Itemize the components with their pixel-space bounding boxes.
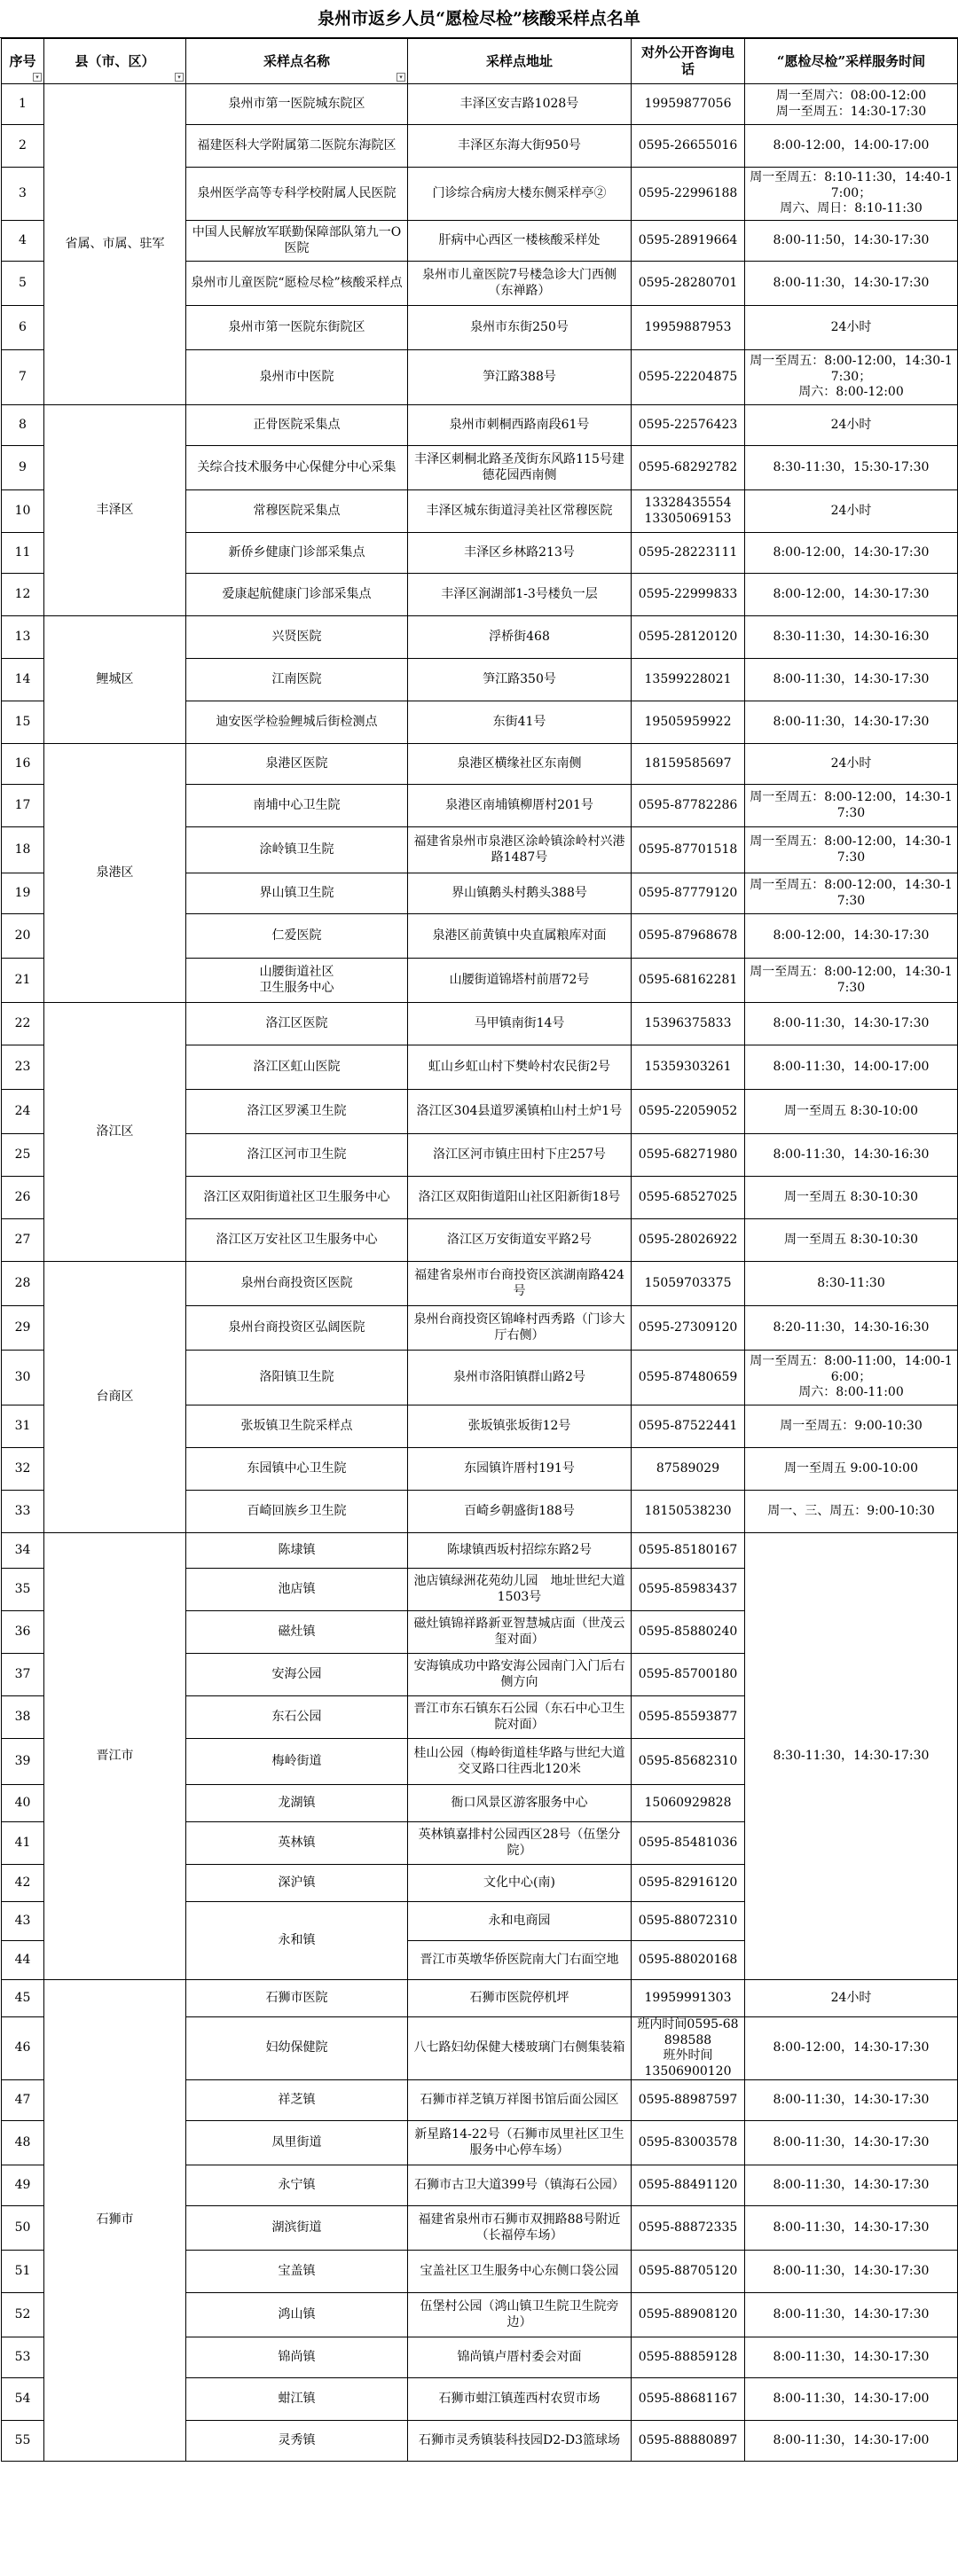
cell-name: 洛江区医院: [186, 1003, 408, 1045]
cell-no: 11: [2, 533, 44, 574]
cell-time: 8:00-11:30，14:30-17:30: [745, 262, 958, 306]
cell-no: 7: [2, 350, 44, 405]
cell-no: 32: [2, 1448, 44, 1491]
cell-phone: 0595-87779120: [632, 873, 745, 914]
cell-phone: 19959887953: [632, 306, 745, 350]
cell-address: 丰泽区乡林路213号: [408, 533, 632, 574]
cell-address: 泉州市东街250号: [408, 306, 632, 350]
cell-name: 蚶江镇: [186, 2378, 408, 2421]
cell-phone: 15359303261: [632, 1045, 745, 1090]
cell-address: 东街41号: [408, 701, 632, 744]
cell-address: 新星路14-22号（石狮市凤里社区卫生服务中心停车场）: [408, 2121, 632, 2165]
filter-dropdown-icon[interactable]: ▾: [397, 73, 405, 82]
cell-address: 张坂镇张坂街12号: [408, 1405, 632, 1448]
filter-dropdown-icon[interactable]: ▾: [175, 73, 184, 82]
cell-name: 妇幼保健院: [186, 2017, 408, 2080]
cell-address: 磁灶镇锦祥路新亚智慧城店面（世茂云玺对面）: [408, 1611, 632, 1654]
cell-time: 周一至周五 9:00-10:00: [745, 1448, 958, 1491]
cell-phone: 15059703375: [632, 1262, 745, 1306]
cell-time: 24小时: [745, 405, 958, 446]
cell-phone: 0595-22999833: [632, 574, 745, 616]
cell-no: 22: [2, 1003, 44, 1045]
header-address: 采样点地址: [408, 39, 632, 84]
cell-name: 泉州医学高等专科学校附属人民医院: [186, 168, 408, 221]
cell-name: 福建医科大学附属第二医院东海院区: [186, 125, 408, 168]
cell-phone: 0595-28223111: [632, 533, 745, 574]
cell-no: 27: [2, 1219, 44, 1262]
cell-time: 8:00-12:00，14:00-17:00: [745, 125, 958, 168]
cell-time: 8:00-11:30，14:30-17:30: [745, 2206, 958, 2251]
cell-phone: 0595-85593877: [632, 1696, 745, 1739]
cell-address: 池店镇绿洲花苑幼儿园 地址世纪大道1503号: [408, 1569, 632, 1611]
cell-time: 8:00-11:30，14:30-17:00: [745, 2378, 958, 2421]
cell-no: 1: [2, 84, 44, 125]
cell-name: 江南医院: [186, 659, 408, 701]
cell-address: 泉港区南埔镇柳厝村201号: [408, 785, 632, 827]
cell-address: 桂山公园（梅岭街道桂华路与世纪大道交叉路口往西北120米: [408, 1739, 632, 1785]
cell-name: 张坂镇卫生院采样点: [186, 1405, 408, 1448]
cell-phone: 0595-28026922: [632, 1219, 745, 1262]
cell-address: 洛江区万安街道安平路2号: [408, 1219, 632, 1262]
cell-no: 19: [2, 873, 44, 914]
cell-phone: 0595-85700180: [632, 1654, 745, 1696]
cell-time: 24小时: [745, 744, 958, 785]
cell-name: 洛江区罗溪卫生院: [186, 1090, 408, 1134]
cell-phone: 0595-22996188: [632, 168, 745, 221]
cell-time: 8:30-11:30，14:30-16:30: [745, 616, 958, 659]
cell-address: 丰泽区东海大街950号: [408, 125, 632, 168]
cell-phone: 15396375833: [632, 1003, 745, 1045]
cell-time: 8:30-11:30，15:30-17:30: [745, 446, 958, 490]
cell-name: 界山镇卫生院: [186, 873, 408, 914]
cell-phone: 0595-85180167: [632, 1533, 745, 1569]
cell-time: 8:00-11:30，14:30-17:30: [745, 2251, 958, 2293]
cell-time: 8:00-11:30，14:30-17:30: [745, 2165, 958, 2206]
cell-name: 泉州台商投资区医院: [186, 1262, 408, 1306]
cell-time: 24小时: [745, 1980, 958, 2017]
cell-time: 8:30-11:30，14:30-17:30: [745, 1533, 958, 1980]
cell-name: 深沪镇: [186, 1865, 408, 1902]
table-row: [2, 405, 958, 446]
cell-address: 洛江区双阳街道阳山社区阳新街18号: [408, 1177, 632, 1219]
cell-time: 24小时: [745, 306, 958, 350]
cell-name: 正骨医院采集点: [186, 405, 408, 446]
cell-address: 文化中心(南): [408, 1865, 632, 1902]
cell-phone: 0595-88859128: [632, 2337, 745, 2378]
cell-address: 石狮市灵秀镇装科技园D2-D3篮球场: [408, 2421, 632, 2462]
cell-no: 16: [2, 744, 44, 785]
cell-no: 9: [2, 446, 44, 490]
cell-phone: 0595-87782286: [632, 785, 745, 827]
cell-name: 泉州台商投资区弘阔医院: [186, 1306, 408, 1351]
cell-name: 祥芝镇: [186, 2080, 408, 2121]
cell-no: 47: [2, 2080, 44, 2121]
cell-no: 33: [2, 1491, 44, 1533]
cell-no: 39: [2, 1739, 44, 1785]
cell-phone: 0595-82916120: [632, 1865, 745, 1902]
cell-phone: 0595-85983437: [632, 1569, 745, 1611]
cell-no: 3: [2, 168, 44, 221]
cell-address: 福建省泉州市石狮市双拥路88号附近（长福停车场）: [408, 2206, 632, 2251]
cell-name: 池店镇: [186, 1569, 408, 1611]
cell-name: 陈埭镇: [186, 1533, 408, 1569]
cell-no: 14: [2, 659, 44, 701]
cell-name: 龙湖镇: [186, 1785, 408, 1822]
cell-address: 石狮市蚶江镇莲西村农贸市场: [408, 2378, 632, 2421]
cell-time: 8:00-12:00，14:30-17:30: [745, 914, 958, 959]
cell-no: 24: [2, 1090, 44, 1134]
cell-no: 18: [2, 827, 44, 873]
cell-no: 6: [2, 306, 44, 350]
cell-name: 南埔中心卫生院: [186, 785, 408, 827]
cell-time: 8:00-11:30，14:30-17:30: [745, 659, 958, 701]
cell-county: 洛江区: [44, 1003, 186, 1262]
cell-address: 洛江区304县道罗溪镇柏山村土炉1号: [408, 1090, 632, 1134]
cell-time: 周一至周五 8:30-10:00: [745, 1090, 958, 1134]
cell-name: 洛江区虹山医院: [186, 1045, 408, 1090]
cell-no: 17: [2, 785, 44, 827]
cell-address: 马甲镇南街14号: [408, 1003, 632, 1045]
cell-phone: 0595-22204875: [632, 350, 745, 405]
cell-phone: 18159585697: [632, 744, 745, 785]
cell-time: 周一至周五：8:00-12:00，14:30-17:30: [745, 785, 958, 827]
cell-name: 鸿山镇: [186, 2293, 408, 2337]
cell-no: 49: [2, 2165, 44, 2206]
cell-address: 丰泽区城东街道浔美社区常穆医院: [408, 490, 632, 533]
cell-no: 35: [2, 1569, 44, 1611]
cell-no: 29: [2, 1306, 44, 1351]
cell-county: 晋江市: [44, 1533, 186, 1980]
cell-no: 20: [2, 914, 44, 959]
cell-address: 泉州台商投资区锦峰村西秀路（门诊大厅右侧）: [408, 1306, 632, 1351]
cell-no: 23: [2, 1045, 44, 1090]
cell-no: 55: [2, 2421, 44, 2462]
cell-time: 8:00-12:00，14:30-17:30: [745, 2017, 958, 2080]
cell-no: 30: [2, 1351, 44, 1405]
cell-phone: 18150538230: [632, 1491, 745, 1533]
table-body: [2, 84, 958, 2462]
cell-address: 伍堡村公园（鸿山镇卫生院卫生院旁边）: [408, 2293, 632, 2337]
table-row: [2, 1980, 958, 2017]
cell-phone: 0595-88987597: [632, 2080, 745, 2121]
cell-time: 8:00-11:30，14:30-17:00: [745, 2421, 958, 2462]
cell-no: 53: [2, 2337, 44, 2378]
cell-name: 泉州市第一医院东街院区: [186, 306, 408, 350]
cell-phone: 0595-85682310: [632, 1739, 745, 1785]
table-header-row: [2, 39, 958, 84]
cell-address: 浮桥街468: [408, 616, 632, 659]
cell-phone: 0595-88880897: [632, 2421, 745, 2462]
cell-time: 周一至周五：8:10-11:30，14:40-17:00； 周六、周日：8:10-11:30: [745, 168, 958, 221]
header-name: 采样点名称 ▾: [186, 39, 408, 84]
table-row: [2, 1262, 958, 1306]
cell-name: 常穆医院采集点: [186, 490, 408, 533]
cell-time: 周一至周五：8:00-12:00，14:30-17:30: [745, 959, 958, 1003]
cell-no: 40: [2, 1785, 44, 1822]
cell-time: 周一至周五 8:30-10:30: [745, 1219, 958, 1262]
cell-no: 36: [2, 1611, 44, 1654]
cell-county: 鲤城区: [44, 616, 186, 744]
cell-address: 界山镇鹅头村鹅头388号: [408, 873, 632, 914]
cell-name: 石狮市医院: [186, 1980, 408, 2017]
cell-address: 石狮市古卫大道399号（镇海石公园）: [408, 2165, 632, 2206]
cell-no: 2: [2, 125, 44, 168]
cell-phone: 13599228021: [632, 659, 745, 701]
cell-county: 台商区: [44, 1262, 186, 1533]
cell-address: 笋江路388号: [408, 350, 632, 405]
cell-address: 笋江路350号: [408, 659, 632, 701]
cell-address: 晋江市英墩华侨医院南大门右面空地: [408, 1941, 632, 1980]
cell-name: 新侨乡健康门诊部采集点: [186, 533, 408, 574]
cell-name: 英林镇: [186, 1822, 408, 1865]
cell-address: 百崎乡朝盛街188号: [408, 1491, 632, 1533]
cell-phone: 0595-88072310: [632, 1902, 745, 1941]
cell-time: 8:00-11:30，14:30-17:30: [745, 2080, 958, 2121]
cell-time: 周一至周五：8:00-12:00，14:30-17:30: [745, 827, 958, 873]
cell-phone: 0595-68162281: [632, 959, 745, 1003]
cell-time: 周一至周五：9:00-10:30: [745, 1405, 958, 1448]
cell-no: 45: [2, 1980, 44, 2017]
cell-no: 37: [2, 1654, 44, 1696]
cell-address: 泉港区横缘社区东南侧: [408, 744, 632, 785]
cell-name: 洛江区河市卫生院: [186, 1134, 408, 1177]
cell-phone: 87589029: [632, 1448, 745, 1491]
cell-county: 丰泽区: [44, 405, 186, 616]
cell-no: 31: [2, 1405, 44, 1448]
cell-phone: 0595-88872335: [632, 2206, 745, 2251]
cell-time: 周一至周五：8:00-11:00，14:00-16:00； 周六：8:00-11:00: [745, 1351, 958, 1405]
cell-time: 8:00-11:30，14:00-17:00: [745, 1045, 958, 1090]
cell-name: 爱康起航健康门诊部采集点: [186, 574, 408, 616]
cell-name: 永宁镇: [186, 2165, 408, 2206]
cell-name: 洛江区双阳街道社区卫生服务中心: [186, 1177, 408, 1219]
cell-phone: 0595-88020168: [632, 1941, 745, 1980]
cell-name: 关综合技术服务中心保健分中心采集: [186, 446, 408, 490]
cell-time: 周一至周五 8:30-10:30: [745, 1177, 958, 1219]
cell-no: 12: [2, 574, 44, 616]
cell-address: 石狮市祥芝镇万祥图书馆后面公园区: [408, 2080, 632, 2121]
cell-name: 湖滨街道: [186, 2206, 408, 2251]
cell-phone: 0595-85880240: [632, 1611, 745, 1654]
cell-no: 54: [2, 2378, 44, 2421]
cell-name: 磁灶镇: [186, 1611, 408, 1654]
cell-name: 永和镇: [186, 1902, 408, 1980]
header-no: 序号 ▾: [2, 39, 44, 84]
cell-time: 8:00-11:30，14:30-17:30: [745, 2121, 958, 2165]
cell-phone: 0595-88908120: [632, 2293, 745, 2337]
cell-address: 门诊综合病房大楼东侧采样亭②: [408, 168, 632, 221]
cell-no: 13: [2, 616, 44, 659]
sampling-sites-table: [1, 38, 958, 2462]
cell-time: 周一、三、周五：9:00-10:30: [745, 1491, 958, 1533]
cell-name: 锦尚镇: [186, 2337, 408, 2378]
cell-phone: 19505959922: [632, 701, 745, 744]
table-row: [2, 84, 958, 125]
cell-name: 涂岭镇卫生院: [186, 827, 408, 873]
cell-address: 永和电商园: [408, 1902, 632, 1941]
cell-name: 东石公园: [186, 1696, 408, 1739]
cell-time: 8:00-12:00，14:30-17:30: [745, 533, 958, 574]
cell-name: 泉州市第一医院城东院区: [186, 84, 408, 125]
cell-time: 8:00-11:30，14:30-17:30: [745, 701, 958, 744]
cell-no: 26: [2, 1177, 44, 1219]
filter-dropdown-icon[interactable]: ▾: [33, 73, 42, 82]
cell-address: 陈埭镇西坂村招综东路2号: [408, 1533, 632, 1569]
table-row: [2, 744, 958, 785]
cell-name: 兴贤医院: [186, 616, 408, 659]
cell-no: 44: [2, 1941, 44, 1980]
cell-name: 泉港区医院: [186, 744, 408, 785]
cell-phone: 0595-88491120: [632, 2165, 745, 2206]
cell-no: 52: [2, 2293, 44, 2337]
cell-no: 8: [2, 405, 44, 446]
cell-phone: 0595-28919664: [632, 221, 745, 262]
cell-name: 洛阳镇卫生院: [186, 1351, 408, 1405]
cell-no: 38: [2, 1696, 44, 1739]
cell-time: 8:00-12:00，14:30-17:30: [745, 574, 958, 616]
table-row: [2, 1533, 958, 1569]
cell-no: 42: [2, 1865, 44, 1902]
cell-no: 43: [2, 1902, 44, 1941]
cell-no: 41: [2, 1822, 44, 1865]
cell-name: 百崎回族乡卫生院: [186, 1491, 408, 1533]
document-title: 泉州市返乡人员“愿检尽检”核酸采样点名单: [0, 0, 958, 38]
cell-phone: 班内时间0595-68898588 班外时间 13506900120: [632, 2017, 745, 2080]
cell-no: 15: [2, 701, 44, 744]
header-county: 县（市、区） ▾: [44, 39, 186, 84]
cell-phone: 0595-88705120: [632, 2251, 745, 2293]
cell-address: 宝盖社区卫生服务中心东侧口袋公园: [408, 2251, 632, 2293]
cell-time: 8:30-11:30: [745, 1262, 958, 1306]
cell-address: 虹山乡虹山村下樊岭村农民街2号: [408, 1045, 632, 1090]
cell-address: 英林镇嘉排村公园西区28号（伍堡分院）: [408, 1822, 632, 1865]
cell-address: 洛江区河市镇庄田村下庄257号: [408, 1134, 632, 1177]
header-phone: 对外公开咨询电话: [632, 39, 745, 84]
cell-no: 48: [2, 2121, 44, 2165]
cell-address: 泉州市刺桐西路南段61号: [408, 405, 632, 446]
cell-name: 泉州市儿童医院“愿检尽检”核酸采样点: [186, 262, 408, 306]
cell-name: 仁爱医院: [186, 914, 408, 959]
cell-address: 安海镇成功中路安海公园南门入门后右侧方向: [408, 1654, 632, 1696]
cell-no: 25: [2, 1134, 44, 1177]
cell-phone: 0595-87480659: [632, 1351, 745, 1405]
cell-phone: 13328435554 13305069153: [632, 490, 745, 533]
cell-address: 福建省泉州市台商投资区滨湖南路424号: [408, 1262, 632, 1306]
cell-address: 丰泽区涧湖部1-3号楼负一层: [408, 574, 632, 616]
cell-phone: 0595-68271980: [632, 1134, 745, 1177]
cell-no: 4: [2, 221, 44, 262]
cell-address: 锦尚镇卢厝村委会对面: [408, 2337, 632, 2378]
cell-phone: 0595-87968678: [632, 914, 745, 959]
cell-no: 21: [2, 959, 44, 1003]
cell-address: 丰泽区安吉路1028号: [408, 84, 632, 125]
cell-name: 泉州市中医院: [186, 350, 408, 405]
cell-address: 东园镇许厝村191号: [408, 1448, 632, 1491]
cell-no: 28: [2, 1262, 44, 1306]
cell-phone: 19959991303: [632, 1980, 745, 2017]
cell-name: 凤里街道: [186, 2121, 408, 2165]
cell-phone: 15060929828: [632, 1785, 745, 1822]
cell-phone: 19959877056: [632, 84, 745, 125]
cell-name: 迪安医学检验鲤城后街检测点: [186, 701, 408, 744]
cell-address: 八七路妇幼保健大楼玻璃门右侧集装箱: [408, 2017, 632, 2080]
cell-name: 梅岭街道: [186, 1739, 408, 1785]
cell-phone: 0595-28120120: [632, 616, 745, 659]
cell-address: 丰泽区刺桐北路圣茂街东风路115号建德花园西南侧: [408, 446, 632, 490]
cell-no: 34: [2, 1533, 44, 1569]
cell-name: 洛江区万安社区卫生服务中心: [186, 1219, 408, 1262]
cell-no: 50: [2, 2206, 44, 2251]
cell-time: 8:00-11:30，14:30-16:30: [745, 1134, 958, 1177]
cell-phone: 0595-26655016: [632, 125, 745, 168]
cell-address: 山腰街道锦塔村前厝72号: [408, 959, 632, 1003]
cell-address: 衙口风景区游客服务中心: [408, 1785, 632, 1822]
cell-address: 福建省泉州市泉港区涂岭镇涂岭村兴港路1487号: [408, 827, 632, 873]
cell-name: 中国人民解放军联勤保障部队第九一O医院: [186, 221, 408, 262]
cell-name: 安海公园: [186, 1654, 408, 1696]
cell-address: 泉港区前黄镇中央直属粮库对面: [408, 914, 632, 959]
cell-name: 山腰街道社区 卫生服务中心: [186, 959, 408, 1003]
cell-address: 泉州市儿童医院7号楼急诊大门西侧（东禅路）: [408, 262, 632, 306]
cell-name: 东园镇中心卫生院: [186, 1448, 408, 1491]
cell-address: 石狮市医院停机坪: [408, 1980, 632, 2017]
cell-name: 宝盖镇: [186, 2251, 408, 2293]
cell-phone: 0595-68527025: [632, 1177, 745, 1219]
cell-no: 5: [2, 262, 44, 306]
cell-time: 8:00-11:50，14:30-17:30: [745, 221, 958, 262]
header-time: “愿检尽检”采样服务时间: [745, 39, 958, 84]
cell-time: 24小时: [745, 490, 958, 533]
cell-time: 8:00-11:30，14:30-17:30: [745, 1003, 958, 1045]
cell-phone: 0595-88681167: [632, 2378, 745, 2421]
cell-time: 8:00-11:30，14:30-17:30: [745, 2293, 958, 2337]
cell-phone: 0595-87701518: [632, 827, 745, 873]
cell-phone: 0595-27309120: [632, 1306, 745, 1351]
cell-no: 51: [2, 2251, 44, 2293]
cell-name: 灵秀镇: [186, 2421, 408, 2462]
cell-time: 周一至周五：8:00-12:00，14:30-17:30； 周六：8:00-12:00: [745, 350, 958, 405]
table-row: [2, 1003, 958, 1045]
cell-address: 泉州市洛阳镇群山路2号: [408, 1351, 632, 1405]
cell-time: 周一至周五：8:00-12:00，14:30-17:30: [745, 873, 958, 914]
cell-phone: 0595-22059052: [632, 1090, 745, 1134]
cell-county: 泉港区: [44, 744, 186, 1003]
table-row: [2, 616, 958, 659]
cell-time: 8:00-11:30，14:30-17:30: [745, 2337, 958, 2378]
cell-county: 石狮市: [44, 1980, 186, 2462]
cell-phone: 0595-83003578: [632, 2121, 745, 2165]
cell-phone: 0595-28280701: [632, 262, 745, 306]
cell-phone: 0595-68292782: [632, 446, 745, 490]
cell-no: 46: [2, 2017, 44, 2080]
cell-time: 8:20-11:30，14:30-16:30: [745, 1306, 958, 1351]
cell-time: 周一至周六：08:00-12:00 周一至周五：14:30-17:30: [745, 84, 958, 125]
cell-phone: 0595-22576423: [632, 405, 745, 446]
cell-address: 肝病中心西区一楼核酸采样处: [408, 221, 632, 262]
cell-address: 晋江市东石镇东石公园（东石中心卫生院对面）: [408, 1696, 632, 1739]
cell-no: 10: [2, 490, 44, 533]
cell-phone: 0595-87522441: [632, 1405, 745, 1448]
cell-county: 省属、市属、驻军: [44, 84, 186, 405]
cell-phone: 0595-85481036: [632, 1822, 745, 1865]
